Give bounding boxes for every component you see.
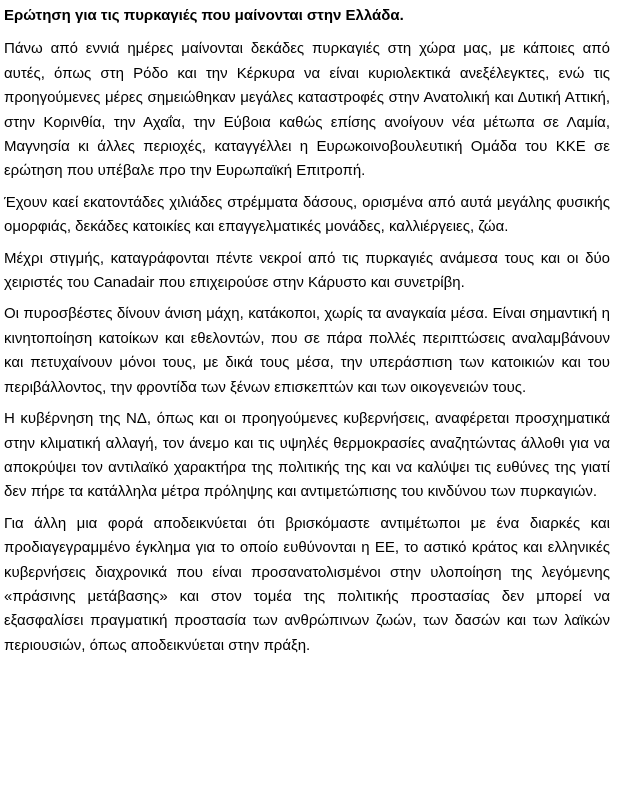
document <box>4 4 610 665</box>
paragraph-1: Πάνω από εννιά ημέρες μαίνονται δεκάδες πυρκαγιές στη χώρα μας, με κάποιες από αυτές, όπως στη Ρόδο και την Κέρκυρα να είναι κυριολεκτικά ανεξέλεγκτες, ενώ τις προηγούμενες μέρες σημειώθηκαν μεγάλες καταστροφές στην Ανατολική και Δυτική Αττική, στην Κορινθία, την Αχαΐα, την Εύβοια καθώς επίσης ανοίγουν νέα μέτωπα σε Λαμία, Μαγνησία κι άλλες περιοχές, καταγγέλλει η Ευρωκοινοβουλευτική Ομάδα του ΚΚΕ σε ερώτηση που υπέβαλε προ την Ευρωπαϊκή Επιτροπή. <box>4 40 610 180</box>
paragraph-3: Μέχρι στιγμής, καταγράφονται πέντε νεκροί από τις πυρκαγιές ανάμεσα τους και οι δύο χειριστές του Canadair που επιχειρούσε στην Κάρυστο και συνετρίβη. <box>4 249 610 292</box>
paragraph-5: Η κυβέρνηση της ΝΔ, όπως και οι προηγούμενες κυβερνήσεις, αναφέρεται προσχηματικά στην κλιματική αλλαγή, τον άνεμο και τις υψηλές θερμοκρασίες αναζητώντας άλλοθι για να αποκρύψει τον αντιλαϊκό χαρακτήρα της πολιτικής της και να καλύψει τις ευθύνες της γιατί δεν πήρε τα κατάλληλα μέτρα πρόληψης και αντιμετώπισης του κινδύνου των πυρκαγιών. <box>4 410 610 501</box>
paragraph-2: Έχουν καεί εκατοντάδες χιλιάδες στρέμματα δάσους, ορισμένα από αυτά μεγάλης φυσικής ομορφιάς, δεκάδες κατοικίες και επαγγελματικές μονάδες, καλλιέργειες, ζώα. <box>4 193 610 236</box>
document-title: Ερώτηση για τις πυρκαγιές που μαίνονται στην Ελλάδα. <box>4 7 404 24</box>
paragraph-4: Οι πυροσβέστες δίνουν άνιση μάχη, κατάκοποι, χωρίς τα αναγκαία μέσα. Είναι σημαντική η κινητοποίηση κατοίκων και εθελοντών, που σε πάρα πολλές περιπτώσεις αναλαμβάνουν και πετυχαίνουν μόνοι τους, με δικά τους μέσα, την υπεράσπιση των κατοικιών και του περιβάλλοντος, την φροντίδα των ξένων επισκεπτών και των οικογενειών τους. <box>4 305 610 396</box>
paragraph-6: Για άλλη μια φορά αποδεικνύεται ότι βρισκόμαστε αντιμέτωποι με ένα διαρκές και προδιαγεγραμμένο έγκλημα για το οποίο ευθύνονται η ΕΕ, το αστικό κράτος και ελληνικές κυβερνήσεις διαχρονικά που είναι προσανατολισμένοι στην υλοποίηση της λεγόμενης «πράσινης μετάβασης» και στον τομέα της πολιτικής προστασίας δεν μπορεί να εξασφαλίσει πραγματική προστασία των ανθρώπινων ζωών, των δασών και των λαϊκών περιουσιών, όπως αποδεικνύεται στην πράξη. <box>4 514 610 654</box>
